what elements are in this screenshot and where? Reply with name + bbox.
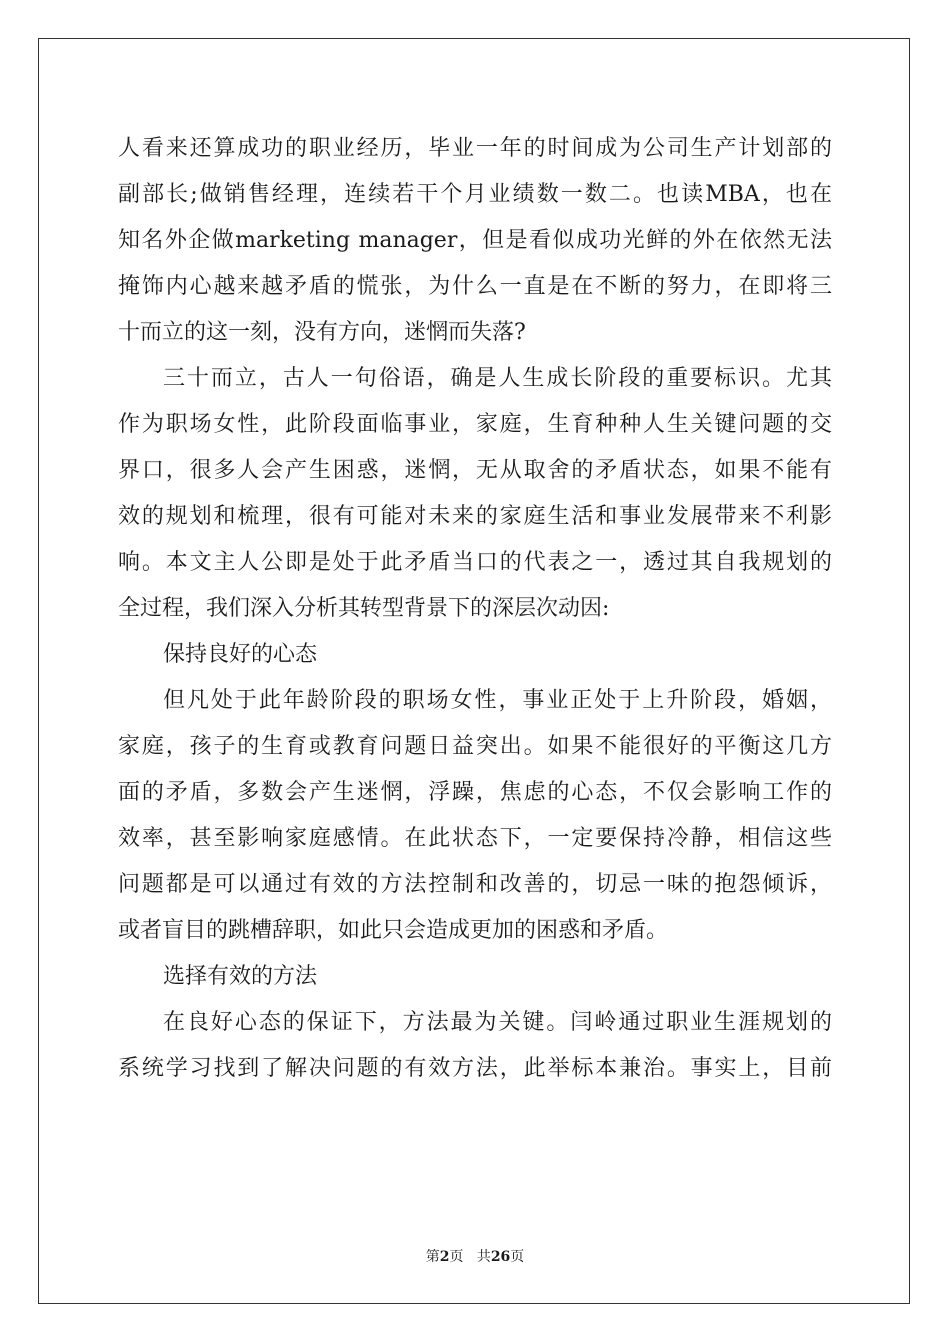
text-line: 响。本文主人公即是处于此矛盾当口的代表之一，透过其自我规划的 (118, 550, 832, 575)
text-line: 人看来还算成功的职业经历，毕业一年的时间成为公司生产计划部的 (118, 136, 832, 161)
text-line: 全过程，我们深入分析其转型背景下的深层次动因: (118, 596, 610, 621)
text-line: 作为职场女性，此阶段面临事业，家庭，生育种种人生关键问题的交 (118, 412, 832, 437)
text-line: 效的规划和梳理，很有可能对未来的家庭生活和事业发展带来不利影 (118, 504, 832, 529)
page-prefix: 第 (425, 1249, 440, 1265)
text-line: 系统学习找到了解决问题的有效方法，此举标本兼治。事实上，目前 (118, 1056, 832, 1081)
page-suffix: 页 (449, 1249, 464, 1265)
text-line: 界口，很多人会产生困惑，迷惘，无从取舍的矛盾状态，如果不能有 (118, 458, 832, 483)
text-line: 家庭，孩子的生育或教育问题日益突出。如果不能很好的平衡这几方 (118, 734, 832, 759)
text-line: 知名外企做marketing manager，但是看似成功光鲜的外在依然无法 (118, 228, 832, 253)
text-line: 十而立的这一刻，没有方向，迷惘而失落? (118, 320, 526, 345)
page-footer (0, 1246, 950, 1266)
document-body (118, 126, 832, 1092)
text-line: 副部长;做销售经理，连续若干个月业绩数一数二。也读MBA，也在 (118, 182, 832, 207)
text-line: 但凡处于此年龄阶段的职场女性，事业正处于上升阶段，婚姻， (163, 688, 832, 713)
text-line: 在良好心态的保证下，方法最为关键。闫岭通过职业生涯规划的 (163, 1010, 832, 1035)
text-line: 或者盲目的跳槽辞职，如此只会造成更加的困惑和矛盾。 (118, 918, 669, 943)
section-heading: 选择有效的方法 (163, 964, 318, 989)
total-suffix: 页 (510, 1249, 525, 1265)
text-line: 掩饰内心越来越矛盾的慌张，为什么一直是在不断的努力，在即将三 (118, 274, 832, 299)
total-prefix: 共 (476, 1249, 491, 1265)
total-page-count: 26 (490, 1249, 511, 1265)
text-line: 效率，甚至影响家庭感情。在此状态下，一定要保持冷静，相信这些 (118, 826, 832, 851)
text-line: 三十而立，古人一句俗语，确是人生成长阶段的重要标识。尤其 (163, 366, 832, 391)
current-page-number: 2 (439, 1249, 450, 1265)
section-heading: 保持良好的心态 (163, 642, 318, 667)
text-line: 面的矛盾，多数会产生迷惘，浮躁，焦虑的心态，不仅会影响工作的 (118, 780, 832, 805)
text-line: 问题都是可以通过有效的方法控制和改善的，切忌一味的抱怨倾诉， (118, 872, 832, 897)
